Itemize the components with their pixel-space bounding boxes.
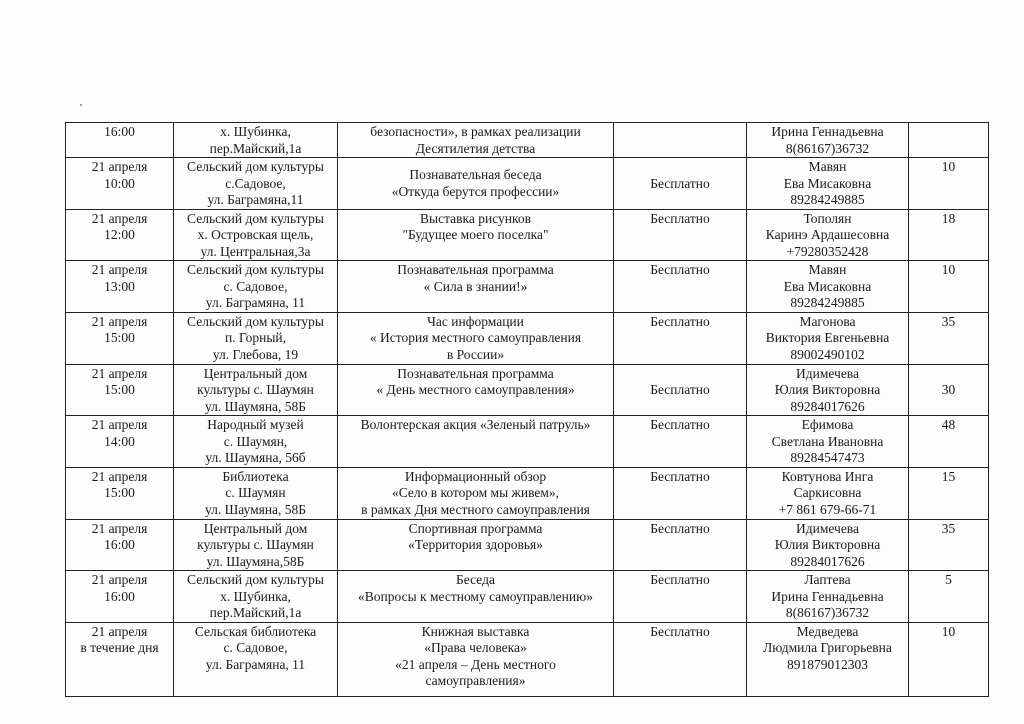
contact-line: Людмила Григорьевна xyxy=(763,640,892,655)
cell-place xyxy=(174,123,338,158)
cell-price xyxy=(614,571,747,623)
cell-price xyxy=(614,123,747,158)
place-line: ул. Баграмяна, 11 xyxy=(205,295,306,310)
cell-contact xyxy=(747,364,909,416)
contact-line: 89002490102 xyxy=(790,346,865,362)
cell-price xyxy=(614,519,747,571)
place-line: Народный музей xyxy=(207,417,304,432)
cell-place xyxy=(174,364,338,416)
cell-price xyxy=(614,622,747,696)
cell-date xyxy=(66,467,174,519)
count-value: 48 xyxy=(941,417,956,432)
cell-contact xyxy=(747,312,909,364)
cell-price xyxy=(614,261,747,313)
contact-line: 89284017626 xyxy=(790,398,865,414)
place-line: ул. Шаумяна, 58Б xyxy=(204,501,307,517)
date-line: 21 апреля xyxy=(91,313,148,329)
event-line: в России» xyxy=(446,346,505,362)
contact-line: +79280352428 xyxy=(786,243,869,259)
cell-place xyxy=(174,416,338,468)
contact-line: 8(86167)36732 xyxy=(785,140,870,156)
cell-place xyxy=(174,312,338,364)
place-line: Сельская библиотека xyxy=(194,623,317,639)
event-line: Познавательная программа xyxy=(397,365,554,381)
event-line: Спортивная программа xyxy=(408,520,543,536)
place-line: с. Садовое, xyxy=(223,278,288,294)
cell-place xyxy=(174,158,338,210)
cell-price xyxy=(614,416,747,468)
date-line: 21 апреля xyxy=(91,159,148,174)
date-line: 21 апреля xyxy=(91,210,148,226)
count-value: 10 xyxy=(941,262,956,277)
event-line: Волонтерская акция «Зеленый патруль» xyxy=(360,417,591,432)
table-row xyxy=(66,261,989,313)
place-line: культуры с. Шаумян xyxy=(197,382,314,397)
cell-place xyxy=(174,571,338,623)
table-row xyxy=(66,622,989,696)
place-line: ул. Глебова, 19 xyxy=(212,346,299,362)
date-line: 16:00 xyxy=(104,537,135,552)
cell-event xyxy=(338,364,614,416)
contact-line: 89284249885 xyxy=(790,295,865,310)
place-line: Библиотека xyxy=(222,468,289,484)
cell-count xyxy=(909,209,989,261)
table-row xyxy=(66,158,989,210)
cell-count xyxy=(909,519,989,571)
place-line: с. Шаумян, xyxy=(223,433,288,449)
cell-event xyxy=(338,571,614,623)
place-line: ул. Шаумяна, 58Б xyxy=(204,398,307,414)
date-line: 21 апреля xyxy=(91,365,148,381)
event-line: безопасности», в рамках реализации xyxy=(370,124,581,139)
contact-line: Ирина Геннадьевна xyxy=(771,124,884,139)
event-line: « Сила в знании!» xyxy=(423,278,528,294)
count-value: 35 xyxy=(941,520,956,536)
cell-date xyxy=(66,571,174,623)
event-line: Познавательная беседа xyxy=(409,167,542,183)
place-line: культуры с. Шаумян xyxy=(197,537,314,552)
contact-line: Светлана Ивановна xyxy=(771,433,884,449)
cell-place xyxy=(174,261,338,313)
event-line: «Территория здоровья» xyxy=(408,537,543,552)
price-value: Бесплатно xyxy=(650,572,710,587)
cell-date xyxy=(66,622,174,696)
cell-count xyxy=(909,158,989,210)
price-value: Бесплатно xyxy=(650,623,710,639)
contact-line: Каринэ Ардашесовна xyxy=(765,227,890,242)
date-line: 21 апреля xyxy=(91,468,148,484)
cell-date xyxy=(66,519,174,571)
contact-line: 89284017626 xyxy=(790,553,865,569)
event-line: самоуправления» xyxy=(425,673,526,688)
cell-date xyxy=(66,364,174,416)
date-line: 21 апреля xyxy=(91,520,148,536)
contact-line: Идимечева xyxy=(795,520,859,536)
count-value: 30 xyxy=(941,382,956,397)
cell-count xyxy=(909,467,989,519)
cell-contact xyxy=(747,158,909,210)
date-line: 15:00 xyxy=(104,485,135,500)
cell-contact xyxy=(747,261,909,313)
event-line: Беседа xyxy=(456,572,495,587)
place-line: Сельский дом культуры xyxy=(187,159,324,174)
place-line: х. Шубинка, xyxy=(220,588,291,604)
contact-line: Ева Мисаковна xyxy=(783,175,872,191)
date-line: 16:00 xyxy=(104,588,135,604)
place-line: Сельский дом культуры xyxy=(187,262,324,277)
date-line: 15:00 xyxy=(104,330,135,345)
event-line: Выставка рисунков xyxy=(420,210,531,226)
event-line: « День местного самоуправления» xyxy=(376,382,575,397)
place-line: ул. Шаумяна, 56б xyxy=(205,450,306,465)
contact-line: Магонова xyxy=(799,313,856,329)
cell-date xyxy=(66,312,174,364)
cell-date xyxy=(66,416,174,468)
event-line: «Права человека» xyxy=(424,640,527,655)
event-line: Книжная выставка xyxy=(421,623,530,639)
contact-line: Юлия Викторовна xyxy=(774,382,881,397)
cell-event xyxy=(338,519,614,571)
table-row xyxy=(66,312,989,364)
scan-speck xyxy=(80,104,82,106)
table-row xyxy=(66,209,989,261)
date-line: 21 апреля xyxy=(91,417,148,432)
place-line: ул. Баграмяна, 11 xyxy=(205,656,306,672)
cell-contact xyxy=(747,209,909,261)
place-line: ул. Центральная,3а xyxy=(200,243,311,259)
count-value: 10 xyxy=(941,623,956,639)
date-line: 14:00 xyxy=(104,433,135,449)
table-row xyxy=(66,364,989,416)
cell-price xyxy=(614,158,747,210)
price-value: Бесплатно xyxy=(650,175,710,191)
event-line: Познавательная программа xyxy=(397,262,554,277)
price-value: Бесплатно xyxy=(650,382,710,397)
price-value: Бесплатно xyxy=(650,417,710,432)
cell-place xyxy=(174,519,338,571)
cell-place xyxy=(174,622,338,696)
cell-count xyxy=(909,622,989,696)
event-line: Информационный обзор xyxy=(404,468,547,484)
event-line: "Будущее моего поселка" xyxy=(402,227,549,242)
place-line: Сельский дом культуры xyxy=(187,210,324,226)
date-line: в течение дня xyxy=(80,640,159,655)
price-value: Бесплатно xyxy=(650,468,710,484)
event-line: в рамках Дня местного самоуправления xyxy=(361,501,590,517)
date-line: 13:00 xyxy=(104,278,135,294)
contact-line: 891879012303 xyxy=(787,656,868,672)
place-line: с. Шаумян xyxy=(225,485,286,500)
place-line: Сельский дом культуры xyxy=(187,572,324,587)
place-line: ул. Баграмяна,11 xyxy=(207,192,304,207)
place-line: с.Садовое, xyxy=(225,175,286,191)
count-value: 35 xyxy=(941,313,956,329)
cell-event xyxy=(338,261,614,313)
price-value: Бесплатно xyxy=(650,210,710,226)
contact-line: +7 861 679-66-71 xyxy=(778,501,877,517)
count-value: 18 xyxy=(941,210,956,226)
contact-line: Ковтунова Инга xyxy=(781,468,874,484)
cell-date xyxy=(66,123,174,158)
contact-line: Мавян xyxy=(808,262,847,277)
cell-price xyxy=(614,312,747,364)
cell-contact xyxy=(747,571,909,623)
contact-line: Ирина Геннадьевна xyxy=(771,588,884,604)
contact-line: Саркисовна xyxy=(793,485,862,500)
place-line: Центральный дом xyxy=(203,365,308,381)
date-line: 21 апреля xyxy=(91,262,148,277)
contact-line: Юлия Викторовна xyxy=(774,537,881,552)
event-line: «Вопросы к местному самоуправлению» xyxy=(358,588,593,604)
contact-line: Виктория Евгеньевна xyxy=(765,330,890,345)
count-value: 10 xyxy=(941,159,956,174)
cell-event xyxy=(338,416,614,468)
cell-date xyxy=(66,261,174,313)
place-line: х. Островская щель, xyxy=(197,227,314,242)
place-line: ул. Шаумяна,58Б xyxy=(206,553,305,569)
table-row xyxy=(66,571,989,623)
event-line: Десятилетия детства xyxy=(415,140,536,156)
count-value: 5 xyxy=(945,572,952,587)
event-line: « История местного самоуправления xyxy=(369,330,582,345)
cell-event xyxy=(338,209,614,261)
place-line: пер.Майский,1а xyxy=(209,140,302,156)
cell-date xyxy=(66,209,174,261)
cell-place xyxy=(174,209,338,261)
table-row xyxy=(66,416,989,468)
cell-contact xyxy=(747,416,909,468)
place-line: Центральный дом xyxy=(203,520,308,536)
cell-count xyxy=(909,123,989,158)
cell-date xyxy=(66,158,174,210)
cell-price xyxy=(614,364,747,416)
cell-contact xyxy=(747,123,909,158)
date-line: 21 апреля xyxy=(91,623,148,639)
contact-line: Мавян xyxy=(808,159,847,174)
cell-contact xyxy=(747,622,909,696)
price-value: Бесплатно xyxy=(650,313,710,329)
cell-count xyxy=(909,364,989,416)
date-line: 15:00 xyxy=(104,382,135,397)
contact-line: Тополян xyxy=(803,210,852,226)
contact-line: Лаптева xyxy=(804,572,851,587)
event-line: Час информации xyxy=(427,313,524,329)
place-line: п. Горный, xyxy=(225,330,286,345)
date-line: 12:00 xyxy=(104,227,135,242)
event-line: «Село в котором мы живем», xyxy=(391,485,560,500)
table-row xyxy=(66,467,989,519)
place-line: х. Шубинка, xyxy=(220,124,291,139)
cell-event xyxy=(338,622,614,696)
date-line: 10:00 xyxy=(104,175,135,191)
contact-line: Медведева xyxy=(796,623,859,639)
contact-line: Ева Мисаковна xyxy=(783,278,872,294)
date-line: 21 апреля xyxy=(91,572,148,587)
place-line: с. Садовое, xyxy=(223,640,288,655)
contact-line: Ефимова xyxy=(801,417,854,432)
cell-event xyxy=(338,467,614,519)
contact-line: 8(86167)36732 xyxy=(785,605,870,620)
contact-line: 89284547473 xyxy=(790,450,865,465)
event-line: «Откуда берутся профессии» xyxy=(391,183,560,199)
event-line: «21 апреля – День местного xyxy=(395,656,556,672)
cell-price xyxy=(614,209,747,261)
place-line: Сельский дом культуры xyxy=(187,313,324,329)
cell-count xyxy=(909,312,989,364)
events-table xyxy=(65,122,989,697)
cell-count xyxy=(909,571,989,623)
table-row xyxy=(66,519,989,571)
contact-line: Идимечева xyxy=(795,365,859,381)
cell-price xyxy=(614,467,747,519)
price-value: Бесплатно xyxy=(650,520,710,536)
price-value: Бесплатно xyxy=(650,262,710,277)
contact-line: 89284249885 xyxy=(790,192,865,207)
cell-event xyxy=(338,158,614,210)
cell-count xyxy=(909,261,989,313)
count-value: 15 xyxy=(941,468,956,484)
place-line: пер.Майский,1а xyxy=(209,605,302,620)
cell-contact xyxy=(747,519,909,571)
cell-count xyxy=(909,416,989,468)
date-line: 16:00 xyxy=(104,124,135,139)
table-row xyxy=(66,123,989,158)
cell-event xyxy=(338,123,614,158)
cell-place xyxy=(174,467,338,519)
cell-event xyxy=(338,312,614,364)
cell-contact xyxy=(747,467,909,519)
